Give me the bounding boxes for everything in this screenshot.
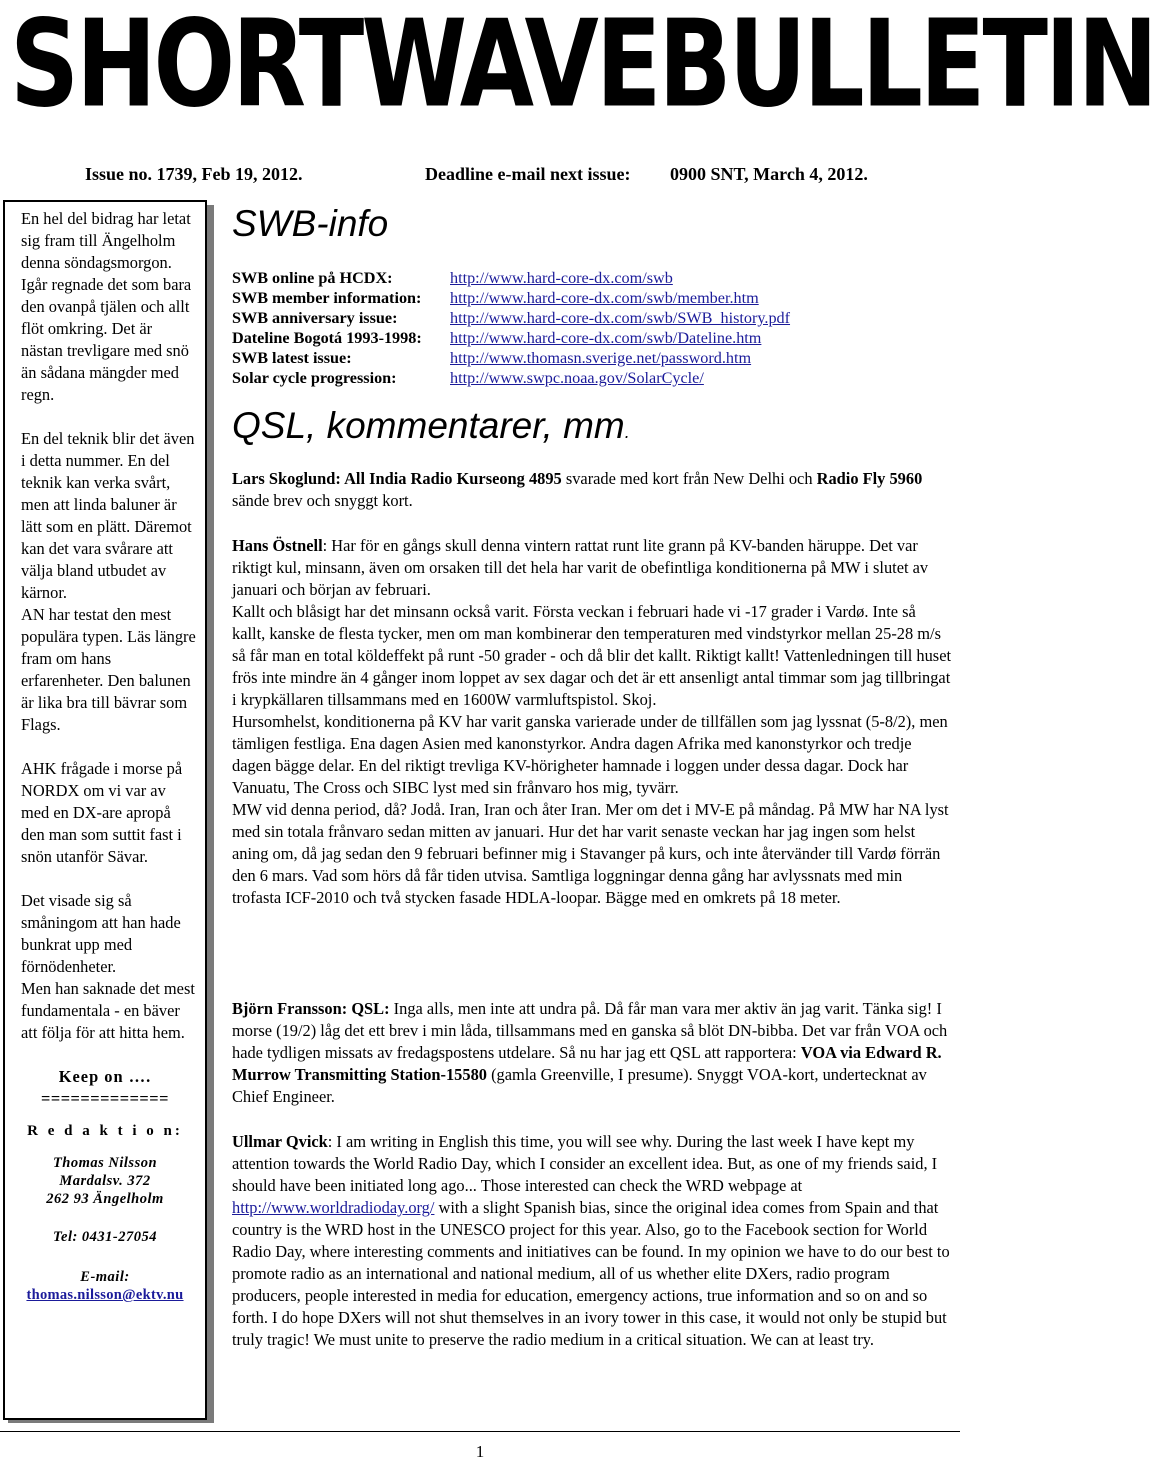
article-text: (gamla Greenville, I presume). Snyggt VOA-kort, undertecknat av Chief Engineer.	[232, 1065, 927, 1106]
link-row	[232, 268, 790, 288]
link-url[interactable]: http://www.hard-core-dx.com/swb/SWB_history.pdf	[450, 309, 791, 327]
sidebar-paragraph: AHK frågade i morse på NORDX om vi var av med en DX-are apropå den man som suttit fast i snön utanför Sävar.	[21, 759, 183, 866]
sidebar-paragraph: Men han saknade det mest fundamentala - en bäver att följa för att hitta hem.	[21, 979, 195, 1042]
link-url[interactable]: http://www.hard-core-dx.com/swb/member.htm	[450, 289, 759, 307]
link-label: Dateline Bogotá 1993-1998:	[232, 329, 422, 347]
link-url[interactable]: http://www.swpc.noaa.gov/SolarCycle/	[450, 369, 704, 387]
issue-number: Issue no. 1739, Feb 19, 2012.	[85, 164, 303, 184]
link-label: Solar cycle progression:	[232, 369, 397, 387]
article-paragraph: Kallt och blåsigt har det minsann också varit. Första veckan i februari hade vi -17 grader i Vardø. Inte så kallt, kanske de flesta tycker, men om man kombinerar den temperaturen med vindstyrkor mellan 25-28 m/s så får man en total köldeffekt på runt -50 grader - och då blir det kallt. Riktigt kallt! Vattenledningen till huset frös inte mindre än 4 gånger inom loppet av sex dagar och det är ett ansenligt antal timmar som jag tillbringat i krypkällaren tillsammans med en 1600W varmluftspistol. Skoj.	[232, 602, 952, 709]
deadline-value: 0900 SNT, March 4, 2012.	[670, 164, 868, 184]
link-label: SWB anniversary issue:	[232, 309, 398, 327]
link-label: SWB online på HCDX:	[232, 269, 393, 287]
article-ullmar-qvick: Ullmar Qvick: I am writing in English this time, you will see why. During the last week I have kept my attention towards the World Radio Day, which I consider an excellent idea. But, as one of my friends said, I should have been initiated long ago... Those interested can check the WRD webpage at http://www.worldradioday.org/ with a slight Spanish bias, since the original idea comes from Spain and that country is the WRD host in the UNESCO project for this year. Also, go to the Facebook section for World Radio Day, where interesting comments and initiatives can be found. In my opinion we have to do our best to promote radio as an international and national medium, all of us whether elite DXers, radio program producers, people interested in media for education, emergency actions, true information and so on and so forth. I do hope DXers will not shut themselves in an ivory tower in this case, it would not only be stupid but truly tragic! We must unite to preserve the radio medium in a critical situation. We can at least try.	[232, 1132, 950, 1349]
article-text: sände brev och snyggt kort.	[232, 491, 413, 510]
masthead-word-left: SHORTWAVE	[10, 0, 659, 134]
article-paragraph: MW vid denna period, då? Jodå. Iran, Iran och åter Iran. Mer om det i MV-E på måndag. På MW har NA lyst med sin totala frånvaro sedan mitten av januari. Hur det har varit senaste veckan har jag ingen som helst aning om, då jag sedan den 9 februari befinner mig i Stavanger på kurs, och inte återvänder till Vardø förrän den 6 mars. Vad som hörs då får tiden utvisa. Samtliga loggningar denna gång har avlyssnats med min trofasta ICF-2010 och två stycken fasade HDLA-loopar. Bägge med en omkrets på 18 meter.	[232, 800, 949, 907]
article-hans-ostnell: Hans Östnell: Har för en gångs skull denna vintern rattat runt lite grann på KV-banden häruppe. Det var riktigt kul, minsann, även om orsaken till det hela har varit de obefintliga konditionerna på MW i slutet av januari och början av februari. Kallt och blåsigt har det minsann också varit. Första veckan i februari hade vi -17 grader i Vardø. Inte så kallt, kanske de flesta tycker, men om man kombinerar den temperaturen med vindstyrkor mellan 25-28 m/s så får man en total köldeffekt på runt -50 grader - och då blir det kallt. Riktigt kallt! Vattenledningen till huset frös inte mindre än 4 gånger inom loppet av sex dagar och det är ett ansenligt antal timmar som jag tillbringat i krypkällaren tillsammans med en 1600W varmluftspistol. Skoj. Hursomhelst, konditionerna på KV har varit ganska varierade under de tillfällen som jag lyssnat (5-8/2), men tämligen festliga. Ena dagen Asien med kanonstyrkor. Andra dagen Afrika med kanonstyrkor och tredje dagen bägge delar. En del riktigt trevliga KV-hörigheter hamnade i loggen under dessa dagar. Dock har Vanuatu, The Cross och SIBC lyst med sin frånvaro hos mig, tyvärr. MW vid denna period, då? Jodå. Iran, Iran och åter Iran. Mer om det i MV-E på måndag. På MW har NA lyst med sin totala frånvaro sedan mitten av januari. Hur det har varit senaste veckan har jag ingen som helst aning om, då jag sedan den 9 februari befinner mig i Stavanger på kurs, och inte återvänder till Vardø förrän den 6 mars. Vad som hörs då får tiden utvisa. Samtliga loggningar denna gång har avlyssnats med min trofasta ICF-2010 och två stycken fasade HDLA-loopar. Bägge med en omkrets på 18 meter.	[232, 536, 952, 907]
link-url[interactable]: http://www.hard-core-dx.com/swb/Dateline.htm	[450, 329, 762, 347]
sidebar-paragraph: Det visade sig så småningom att han hade bunkrat upp med förnödenheter.	[21, 891, 181, 976]
redaktion-label: R e d a k t i o n:	[27, 1123, 183, 1139]
article-text: svarade med kort från New Delhi och	[561, 469, 817, 488]
sidebar-paragraph: AN har testat den mest populära typen. Läs längre fram om hans erfarenheter. Den balunen är lika bra till bävrar som Flags.	[21, 605, 196, 734]
masthead-word-right: BULLETIN	[658, 0, 1155, 134]
link-row	[232, 308, 790, 328]
editor-address	[13, 1154, 197, 1208]
sidebar-paragraph: En del teknik blir det även i detta nummer. En del teknik kan verka svårt, men att linda baluner är lätt som en plätt. Däremot kan det vara svårare att välja bland utbudet av kärnor.	[21, 429, 195, 602]
author-name: Hans Östnell	[232, 536, 323, 555]
email-label: E-mail:	[80, 1269, 130, 1285]
swb-links-list	[232, 268, 790, 388]
author-name: Ullmar Qvick	[232, 1132, 328, 1151]
link-label: SWB latest issue:	[232, 349, 352, 367]
editor-name: Thomas Nilsson	[52, 1155, 158, 1171]
link-row	[232, 288, 790, 308]
article-text: with a slight Spanish bias, since the original idea comes from Spain and that country is the WRD host in the UNESCO project for this year. Also, go to the Facebook section for World Radio Day, where interesting comments and initiatives can be found. In my opinion we have to do our best to promote radio as an international and national medium, all of us whether elite DXers, radio program producers, people interested in media for education, emergency actions, true information and so on and so forth. I do hope DXers will not shut themselves in an ivory tower in this case, it would not only be stupid but truly tragic! We must unite to preserve the radio medium in a critical situation. We can at least try.	[232, 1198, 950, 1349]
station-name: Radio Fly 5960	[816, 469, 923, 488]
article-text: I am writing in English this time, you will see why. During the last week I have kept my attention towards the World Radio Day, which I consider an excellent idea. But, as one of my friends said, I should have been initiated long ago... Those interested can check the WRD webpage at	[232, 1132, 938, 1195]
sidebar-paragraph: En hel del bidrag har letat sig fram till Ängelholm denna söndagsmorgon. Igår regnade det som bara den ovanpå tjälen och allt flöt omkring. Det är nästan trevligare med snö än sådana mängder med regn.	[21, 209, 192, 404]
editor-street: Mardalsv. 372	[59, 1173, 151, 1189]
qsl-heading	[232, 405, 630, 447]
page-number: 1	[475, 1442, 485, 1461]
masthead	[0, 0, 1155, 150]
article-lars-skoglund: Lars Skoglund: All India Radio Kurseong 4895 svarade med kort från New Delhi och Radio Fly 5960 sände brev och snyggt kort.	[232, 469, 923, 510]
qsl-label: QSL:	[351, 999, 390, 1018]
masthead-logo	[10, 0, 1155, 134]
editor-city: 262 93 Ängelholm	[46, 1191, 164, 1207]
station-name: VOA via Edward R. Murrow Transmitting Station-15580	[232, 1043, 942, 1084]
article-text: Har för en gångs skull denna vintern rattat runt lite grann på KV-banden häruppe. Det var riktigt kul, minsann, även om orsaken till det hela har varit de obefintliga konditionerna på MW i slutet av januari och början av februari.	[232, 536, 929, 599]
article-bjorn-fransson: Björn Fransson: QSL: Inga alls, men inte att undra på. Då får man vara mer aktiv än jag varit. Tänka sig! I morse (19/2) låg det ett brev i min låda, tillsammans med en ganska så blöt DN-bibba. Det var från VOA och hade tydligen missats av fredagspostens utdelare. Så nu har jag ett QSL att rapportera: VOA via Edward R. Murrow Transmitting Station-15580 (gamla Greenville, I presume). Snyggt VOA-kort, undertecknat av Chief Engineer.	[232, 999, 948, 1106]
deadline-label: Deadline e-mail next issue:	[425, 164, 631, 184]
link-label: SWB member information:	[232, 289, 422, 307]
footer-divider	[0, 1431, 960, 1432]
editor-phone: Tel: 0431-27054	[52, 1229, 158, 1245]
equals-divider: =============	[41, 1089, 169, 1108]
sidebar-box	[3, 200, 207, 1420]
link-url[interactable]: http://www.hard-core-dx.com/swb	[450, 269, 673, 287]
author-name: Björn Fransson	[232, 999, 342, 1018]
keep-on: Keep on ….	[58, 1067, 152, 1086]
qsl-heading-dot: .	[624, 422, 630, 442]
article-paragraph: Hursomhelst, konditionerna på KV har varit ganska varierade under de tillfällen som jag lyssnat (5-8/2), men tämligen festliga. Ena dagen Asien med kanonstyrkor. Andra dagen Afrika med kanonstyrkor och tredje dagen bägge delar. En del riktigt trevliga KV-hörigheter hamnade i loggen under dessa dagar. Dock har Vanuatu, The Cross och SIBC lyst med sin frånvaro hos mig, tyvärr.	[232, 712, 948, 797]
article-text: Inga alls, men inte att undra på. Då får man vara mer aktiv än jag varit. Tänka sig! I morse (19/2) låg det ett brev i min låda, tillsammans med en ganska så blöt DN-bibba. Det var från VOA och hade tydligen missats av fredagspostens utdelare. Så nu har jag ett QSL att rapportera:	[232, 999, 948, 1062]
email-link[interactable]: thomas.nilsson@ektv.nu	[26, 1287, 184, 1303]
link-row	[232, 348, 790, 368]
wrd-link[interactable]: http://www.worldradioday.org/	[232, 1198, 435, 1217]
swb-info-heading: SWB-info	[232, 203, 389, 244]
link-url[interactable]: http://www.thomasn.sverige.net/password.htm	[450, 349, 752, 367]
link-row	[232, 368, 790, 388]
station-name: All India Radio Kurseong 4895	[344, 469, 562, 488]
author-name: Lars Skoglund	[232, 469, 336, 488]
link-row	[232, 328, 790, 348]
qsl-heading-text: QSL, kommentarer, mm	[232, 405, 625, 446]
